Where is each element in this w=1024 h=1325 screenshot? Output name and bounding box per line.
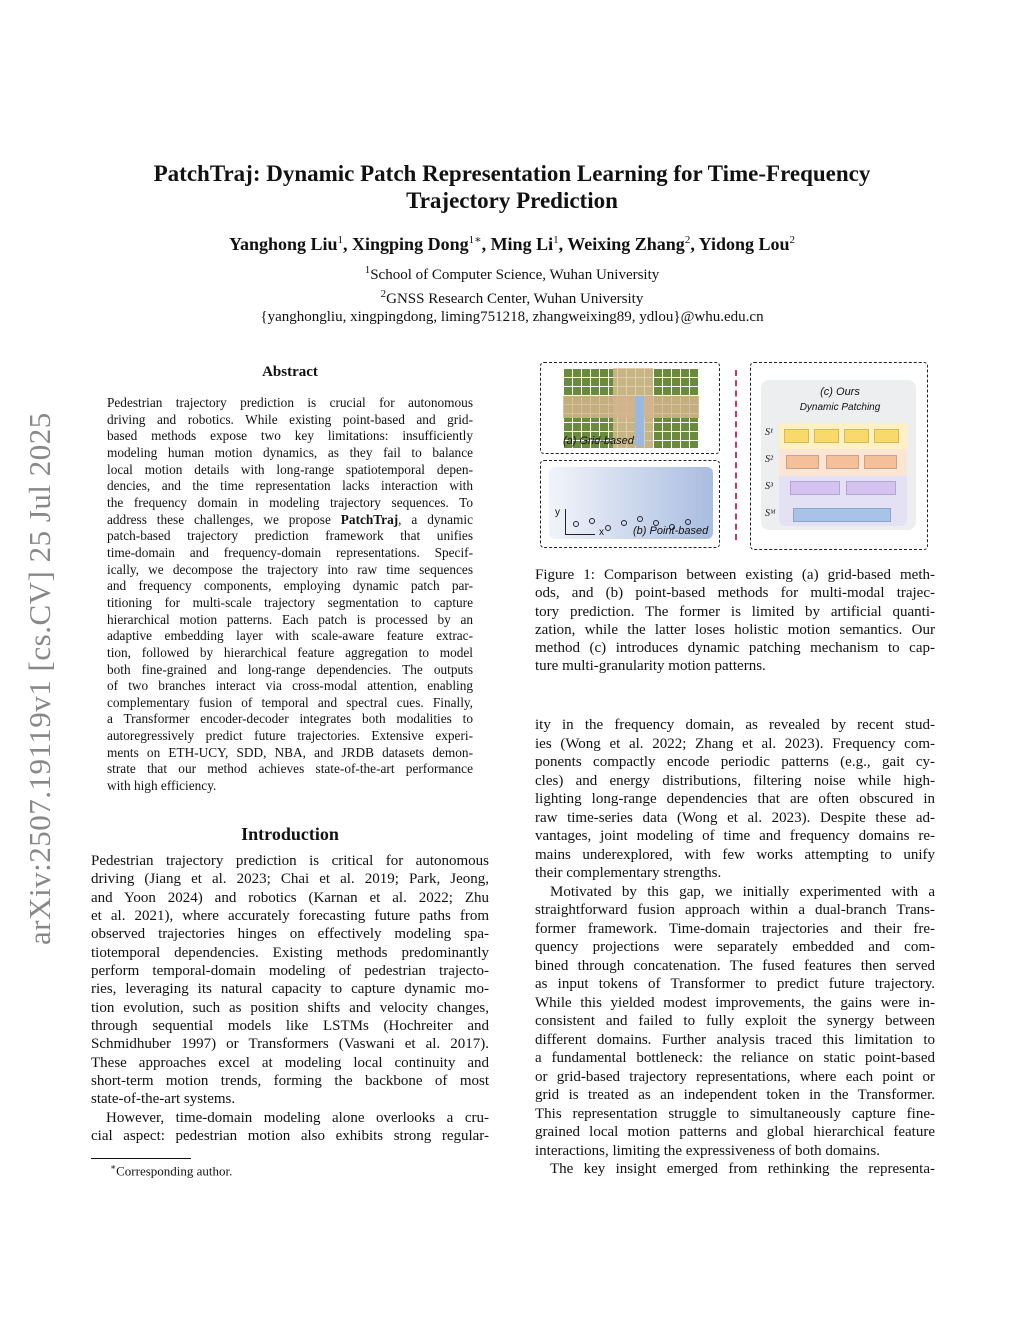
footnote-mark: ∗ [110,1162,117,1172]
author-aff: 2 [789,234,796,246]
text-line: interactions, limiting the expressiveness of both domains. [535,1142,880,1159]
author-aff: 1 [337,234,344,246]
patch [826,455,859,469]
footnote-rule [91,1158,191,1159]
affiliation [0,285,1024,309]
abstract-heading: Abstract [262,364,318,380]
aff-sup: 1 [364,264,371,276]
author: Weixing Zhang [567,234,685,254]
text-line: raw time-series data (Wong et al. 2023). Despite these ad- [535,809,935,826]
text-line: different domains. Further analysis traced this limitation to [535,1031,935,1048]
text-line: dencies, and the time representation lacks interaction with [107,478,473,494]
title-line: PatchTraj: Dynamic Patch Representation Learning for Time-Frequency [153,161,871,186]
text-line: time-domain and frequency-domain representations. Specif- [107,544,473,560]
text-line: based methods expose two key limitations: insufficiently [107,428,473,444]
author: Xingping Dong [352,234,469,254]
patch [874,429,899,443]
text-line: The key insight emerged from rethinking the representa- [550,1161,935,1177]
author-aff: 1 [553,234,559,246]
abstract-body [107,395,473,795]
text-line: lighting long-range dependencies that are often obscured in [535,791,935,807]
text-line: through sequential models like LSTMs (Hochreiter and [91,1018,489,1035]
text-line: Figure 1: Comparison between existing (a) grid-based meth- [535,567,935,583]
text-line: Pedestrian trajectory prediction is crucial for autonomous [107,395,473,410]
text-line: short-term motion trends, forming the backbone of most [91,1073,489,1090]
text-line: While this yielded modest improvements, the gains were in- [535,994,935,1011]
text-line: grained local motion patterns and global hierarchical feature [535,1124,935,1140]
text-line: vantages, joint modeling of time and frequency domains re- [535,828,935,844]
text-line: hierarchical motion patterns. Each patch is processed by an [107,611,473,627]
text-line: cial aspect: pedestrian motion also exhibits strong regular- [91,1128,489,1145]
patch [844,429,869,443]
text-line: ies (Wong et al. 2022; Zhang et al. 2023). Frequency com- [535,735,935,752]
point-based-label: (b) Point-based [633,525,709,537]
patch [786,455,819,469]
text-line: of two branches interact via cross-modal attention, enabling [107,678,473,694]
text-line: zation, while the latter loses holistic motion semantics. Our [535,621,935,638]
x-axis-label: x [599,527,604,538]
text-line: and Yoon 2024) and robotics (Karnan et al. 2022; Zhu [91,889,489,906]
affiliation [0,261,1024,285]
text-line: as input tokens of Transformer to predict future trajectory. [535,976,935,992]
patch [864,455,897,469]
text-line: adaptive embedding layer with scale-aware feature extrac- [107,628,473,644]
point-based-panel [540,460,720,548]
grid-based-panel [540,362,720,454]
text-line: tiotemporal dependencies. Existing methods predominantly [91,944,489,961]
trajectory-point [605,525,611,531]
text-line: Pedestrian trajectory prediction is critical for autonomous [91,853,489,869]
introduction-body [91,852,489,1146]
text-line: tion, followed by hierarchical feature aggregation to model [107,644,473,660]
text-line: former framework. Time-domain trajectories and their fre- [535,920,935,937]
title-line: Trajectory Prediction [406,188,618,213]
text-line: ments on ETH-UCY, SDD, NBA, and JRDB datasets demon- [107,744,473,760]
text-line: driving (Jiang et al. 2023; Chai et al. 2019; Park, Jeong, [91,871,489,888]
text-line: ponents compactly encode periodic patterns (e.g., gait cy- [535,754,935,770]
text-line: local motion details with long-range spatiotemporal depen- [107,461,473,477]
patch [846,481,896,495]
aff-text: School of Computer Science, Wuhan University [370,267,660,283]
y-axis-arrow [565,509,566,535]
aff-text: GNSS Research Center, Wuhan University [386,290,644,307]
patch [784,429,809,443]
figure-caption [535,566,935,676]
text-line: complementary fusion of temporal and spectral cues. Finally, [107,694,473,710]
footnote [110,1162,232,1179]
text-line: et al. 2021), where accurately forecasting future paths from [91,908,489,925]
text-line: straightforward fusion approach within a dual-branch Trans- [535,902,935,918]
text-fragment: , a dynamic [398,511,473,527]
trajectory-point [589,518,595,524]
method-name: PatchTraj [340,511,399,527]
scale-label: S² [765,454,773,465]
x-axis-arrow [565,534,595,535]
patch [793,508,891,522]
scale-label: S³ [765,481,773,492]
aff-sup: 2 [380,287,387,300]
text-line: titioning for multi-scale trajectory segmentation to capture [107,594,473,610]
text-line: ries, leveraging its natural capacity to capture dynamic mo- [91,981,489,998]
trajectory-point [637,516,643,522]
text-line: This representation struggle to simultaneously capture fine- [535,1105,935,1122]
arxiv-watermark: arXiv:2507.19119v1 [cs.CV] 25 Jul 2025 [22,412,57,945]
text-line: ture multi-granularity motion patterns. [535,658,766,675]
text-fragment: address these challenges, we propose [107,511,341,527]
text-line: ically, we decompose the trajectory into raw time sequences [107,561,473,577]
text-line: strate that our method achieves state-of-the-art performance [107,761,473,777]
affiliations [0,261,1024,327]
text-line: a fundamental bottleneck: the reliance on static point-based [535,1050,935,1066]
text-line: grid is treated as an independent token in the Transformer. [535,1087,935,1103]
text-line: Schmidhuber 1997) or Transformers (Vaswani et al. 2017). [91,1036,489,1053]
paper-title [0,160,1024,214]
author-aff: 1∗ [468,234,482,246]
ours-panel [750,362,928,550]
figure-1 [535,355,935,555]
text-line: autoregressively predict future trajectories. Extensive experi- [107,728,473,744]
text-line: their complementary strengths. [535,865,722,881]
text-line: However, time-domain modeling alone overlooks a cru- [106,1109,489,1126]
emails: {yanghongliu, xingpingdong, liming751218, zhangweixing89, ydlou}@whu.edu.cn [260,309,764,325]
text-line: consistent and failed to fully exploit the synergy between [535,1013,935,1029]
text-line: with high efficiency. [107,778,217,794]
right-column-body [535,716,935,1179]
author-list: Yanghong Liu$^1$, Xingping Dong$^{1∗}$, Ming Li$^1$, Weixing Zhang$^2$, Yidong Lou$^2$ [228,234,796,254]
text-line: observed trajectories hinges on effectively modeling spa- [91,926,489,943]
trajectory-point [573,521,579,527]
text-line [107,512,473,529]
text-line: method (c) introduces dynamic patching mechanism to cap- [535,640,935,657]
text-line: tion evolution, such as position shifts and velocity changes, [91,999,489,1016]
y-axis-label: y [555,507,560,518]
text-line: quency projections were separately embedded and com- [535,939,935,955]
text-line: Motivated by this gap, we initially experimented with a [550,883,935,900]
scale-label: S¹ [765,427,773,438]
scale-label: Sᴹ [765,508,776,519]
text-line: and frequency components, employing dynamic patch par- [107,578,473,594]
text-line: perform temporal-domain modeling of pedestrian trajecto- [91,963,489,980]
text-line: state-of-the-art systems. [91,1091,236,1108]
patch [790,481,840,495]
footnote-text: Corresponding author. [116,1163,233,1179]
text-line: bined through concatenation. The fused features then served [535,957,935,974]
text-line: ods, and (b) point-based methods for multi-modal trajec- [535,585,935,602]
text-line: or grid-based trajectory representations, where each point or [535,1068,935,1085]
introduction-heading: Introduction [241,824,339,844]
text-line: patch-based trajectory prediction framework that unifies [107,528,473,544]
grid-based-label: (a) Grid-based [563,435,634,447]
author: Yanghong Liu [228,234,338,254]
text-line: mains underexplored, with few works attempting to unify [535,846,935,863]
text-line: both fine-grained and long-range dependencies. The outputs [107,661,473,677]
ours-title: (c) Ours [820,386,860,398]
text-line: the frequency domain in modeling trajectory sequences. To [107,494,473,510]
text-line: a Transformer encoder-decoder integrates both modalities to [107,711,473,727]
text-line: tory prediction. The former is limited by artificial quanti- [535,603,935,620]
text-line: modeling human motion dynamics, as they fail to balance [107,444,473,460]
text-line: These approaches excel at modeling local continuity and [91,1054,489,1071]
author: Yidong Lou [698,234,790,254]
author-aff: 2 [684,234,691,246]
text-line: driving and robotics. While existing point-based and grid- [107,411,473,427]
trajectory-point [621,520,627,526]
author: Ming Li [490,234,554,254]
ours-subtitle: Dynamic Patching [799,402,881,413]
divider [735,370,737,540]
text-line: cles) and energy distributions, filtering noise while high- [535,772,935,789]
text-line: ity in the frequency domain, as revealed by recent stud- [535,717,935,733]
patch [814,429,839,443]
